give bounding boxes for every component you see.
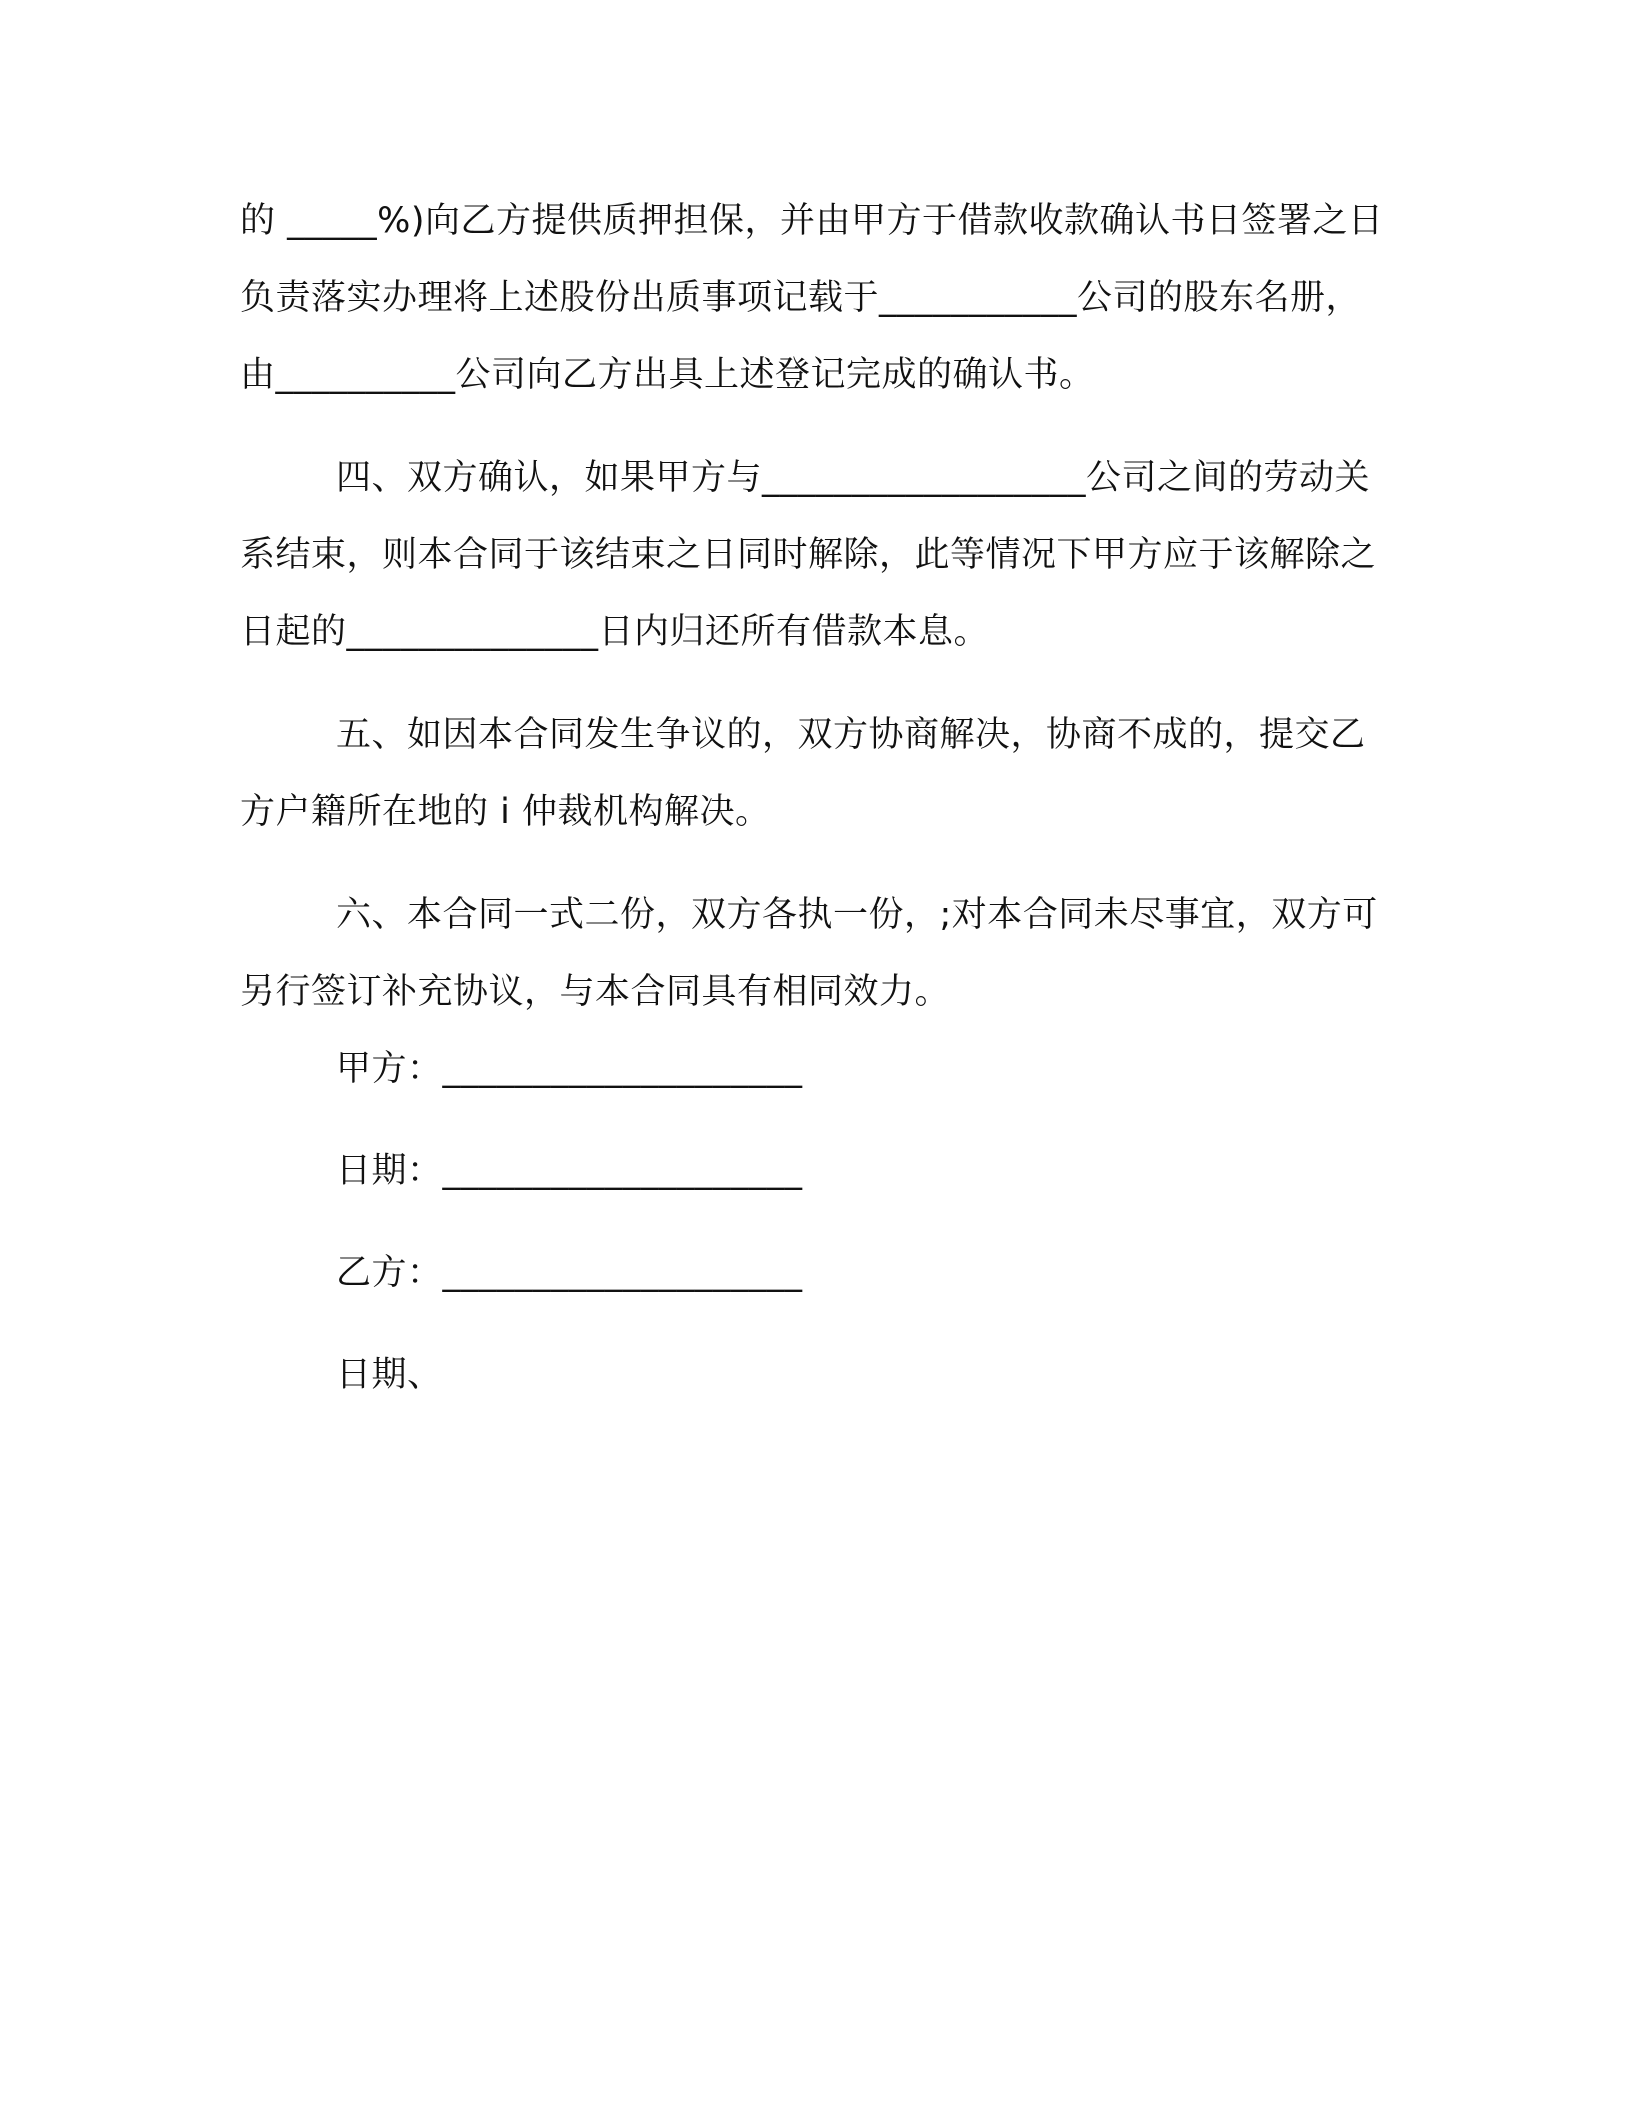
party-b-signature-line: 乙方：____________________ [336, 1253, 803, 1293]
party-a-date-line: 日期：____________________ [336, 1151, 803, 1191]
paragraph-six-copies: 六、本合同一式二份，双方各执一份，;对本合同未尽事宜，双方可另行签订补充协议，与本合同具有相同效力。 [240, 895, 1378, 1012]
paragraph-four-termination: 四、双方确认，如果甲方与__________________公司之间的劳动关系结束，则本合同于该结束之日同时解除，此等情况下甲方应于该解除之日起的______________日内归还所有借款本息。 [240, 458, 1377, 652]
signature-block [240, 1031, 1390, 1414]
document-body [240, 183, 1390, 1414]
party-b-date-line: 日期、 [336, 1355, 443, 1395]
paragraph-five-dispute: 五、如因本合同发生争议的，双方协商解决，协商不成的，提交乙方户籍所在地的 i 仲裁机构解决。 [240, 715, 1366, 832]
paragraph-pledge-clause: 的 _____%)向乙方提供质押担保，并由甲方于借款收款确认书日签署之日负责落实办理将上述股份出质事项记载于___________公司的股东名册，由__________公司向乙方出具上述登记完成的确认书。 [240, 201, 1384, 395]
party-a-signature-line: 甲方：____________________ [336, 1049, 803, 1089]
